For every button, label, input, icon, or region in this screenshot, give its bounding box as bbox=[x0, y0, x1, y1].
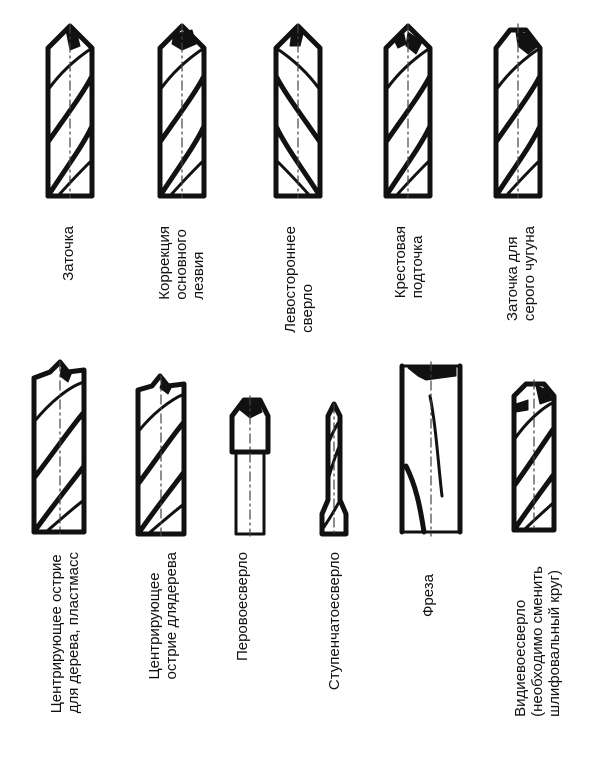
spade-drill-icon bbox=[232, 396, 268, 536]
wood-plastic-drill-icon bbox=[34, 362, 84, 534]
cast-iron-drill-icon bbox=[496, 24, 540, 198]
left-hand-drill-icon bbox=[276, 24, 320, 198]
label-left-hand-drill: Левостороннее сверло bbox=[282, 226, 316, 333]
label-spade-drill: Перовоесверло bbox=[234, 552, 251, 662]
twist-drill-icon bbox=[48, 24, 92, 198]
cross-thinned-drill-icon bbox=[386, 24, 430, 198]
label-main-edge-correction: Коррекция основного лезвия bbox=[156, 226, 207, 300]
label-step-drill: Ступенчатоесверло bbox=[326, 552, 343, 691]
label-cross-thinning: Крестовая подточка bbox=[392, 226, 426, 299]
carbide-drill-icon bbox=[514, 380, 554, 532]
label-carbide-drill: Видиевоесверло (необходимо сменить шлифовальный круг) bbox=[512, 566, 563, 717]
label-center-point-wood-plastic: Центрирующее острие для дерева, пластмасс bbox=[48, 552, 82, 714]
twist-drill-corrected-icon bbox=[160, 24, 204, 198]
wood-drill-icon bbox=[138, 376, 184, 536]
label-center-point-wood: Центрирующее острие длядерева bbox=[146, 552, 180, 680]
milling-cutter-icon bbox=[402, 362, 460, 536]
label-milling-cutter: Фреза bbox=[420, 574, 437, 617]
label-cast-iron-sharpening: Заточка для серого чугуна bbox=[504, 226, 538, 322]
label-sharpening: Заточка bbox=[60, 226, 77, 281]
step-drill-icon bbox=[322, 404, 346, 536]
